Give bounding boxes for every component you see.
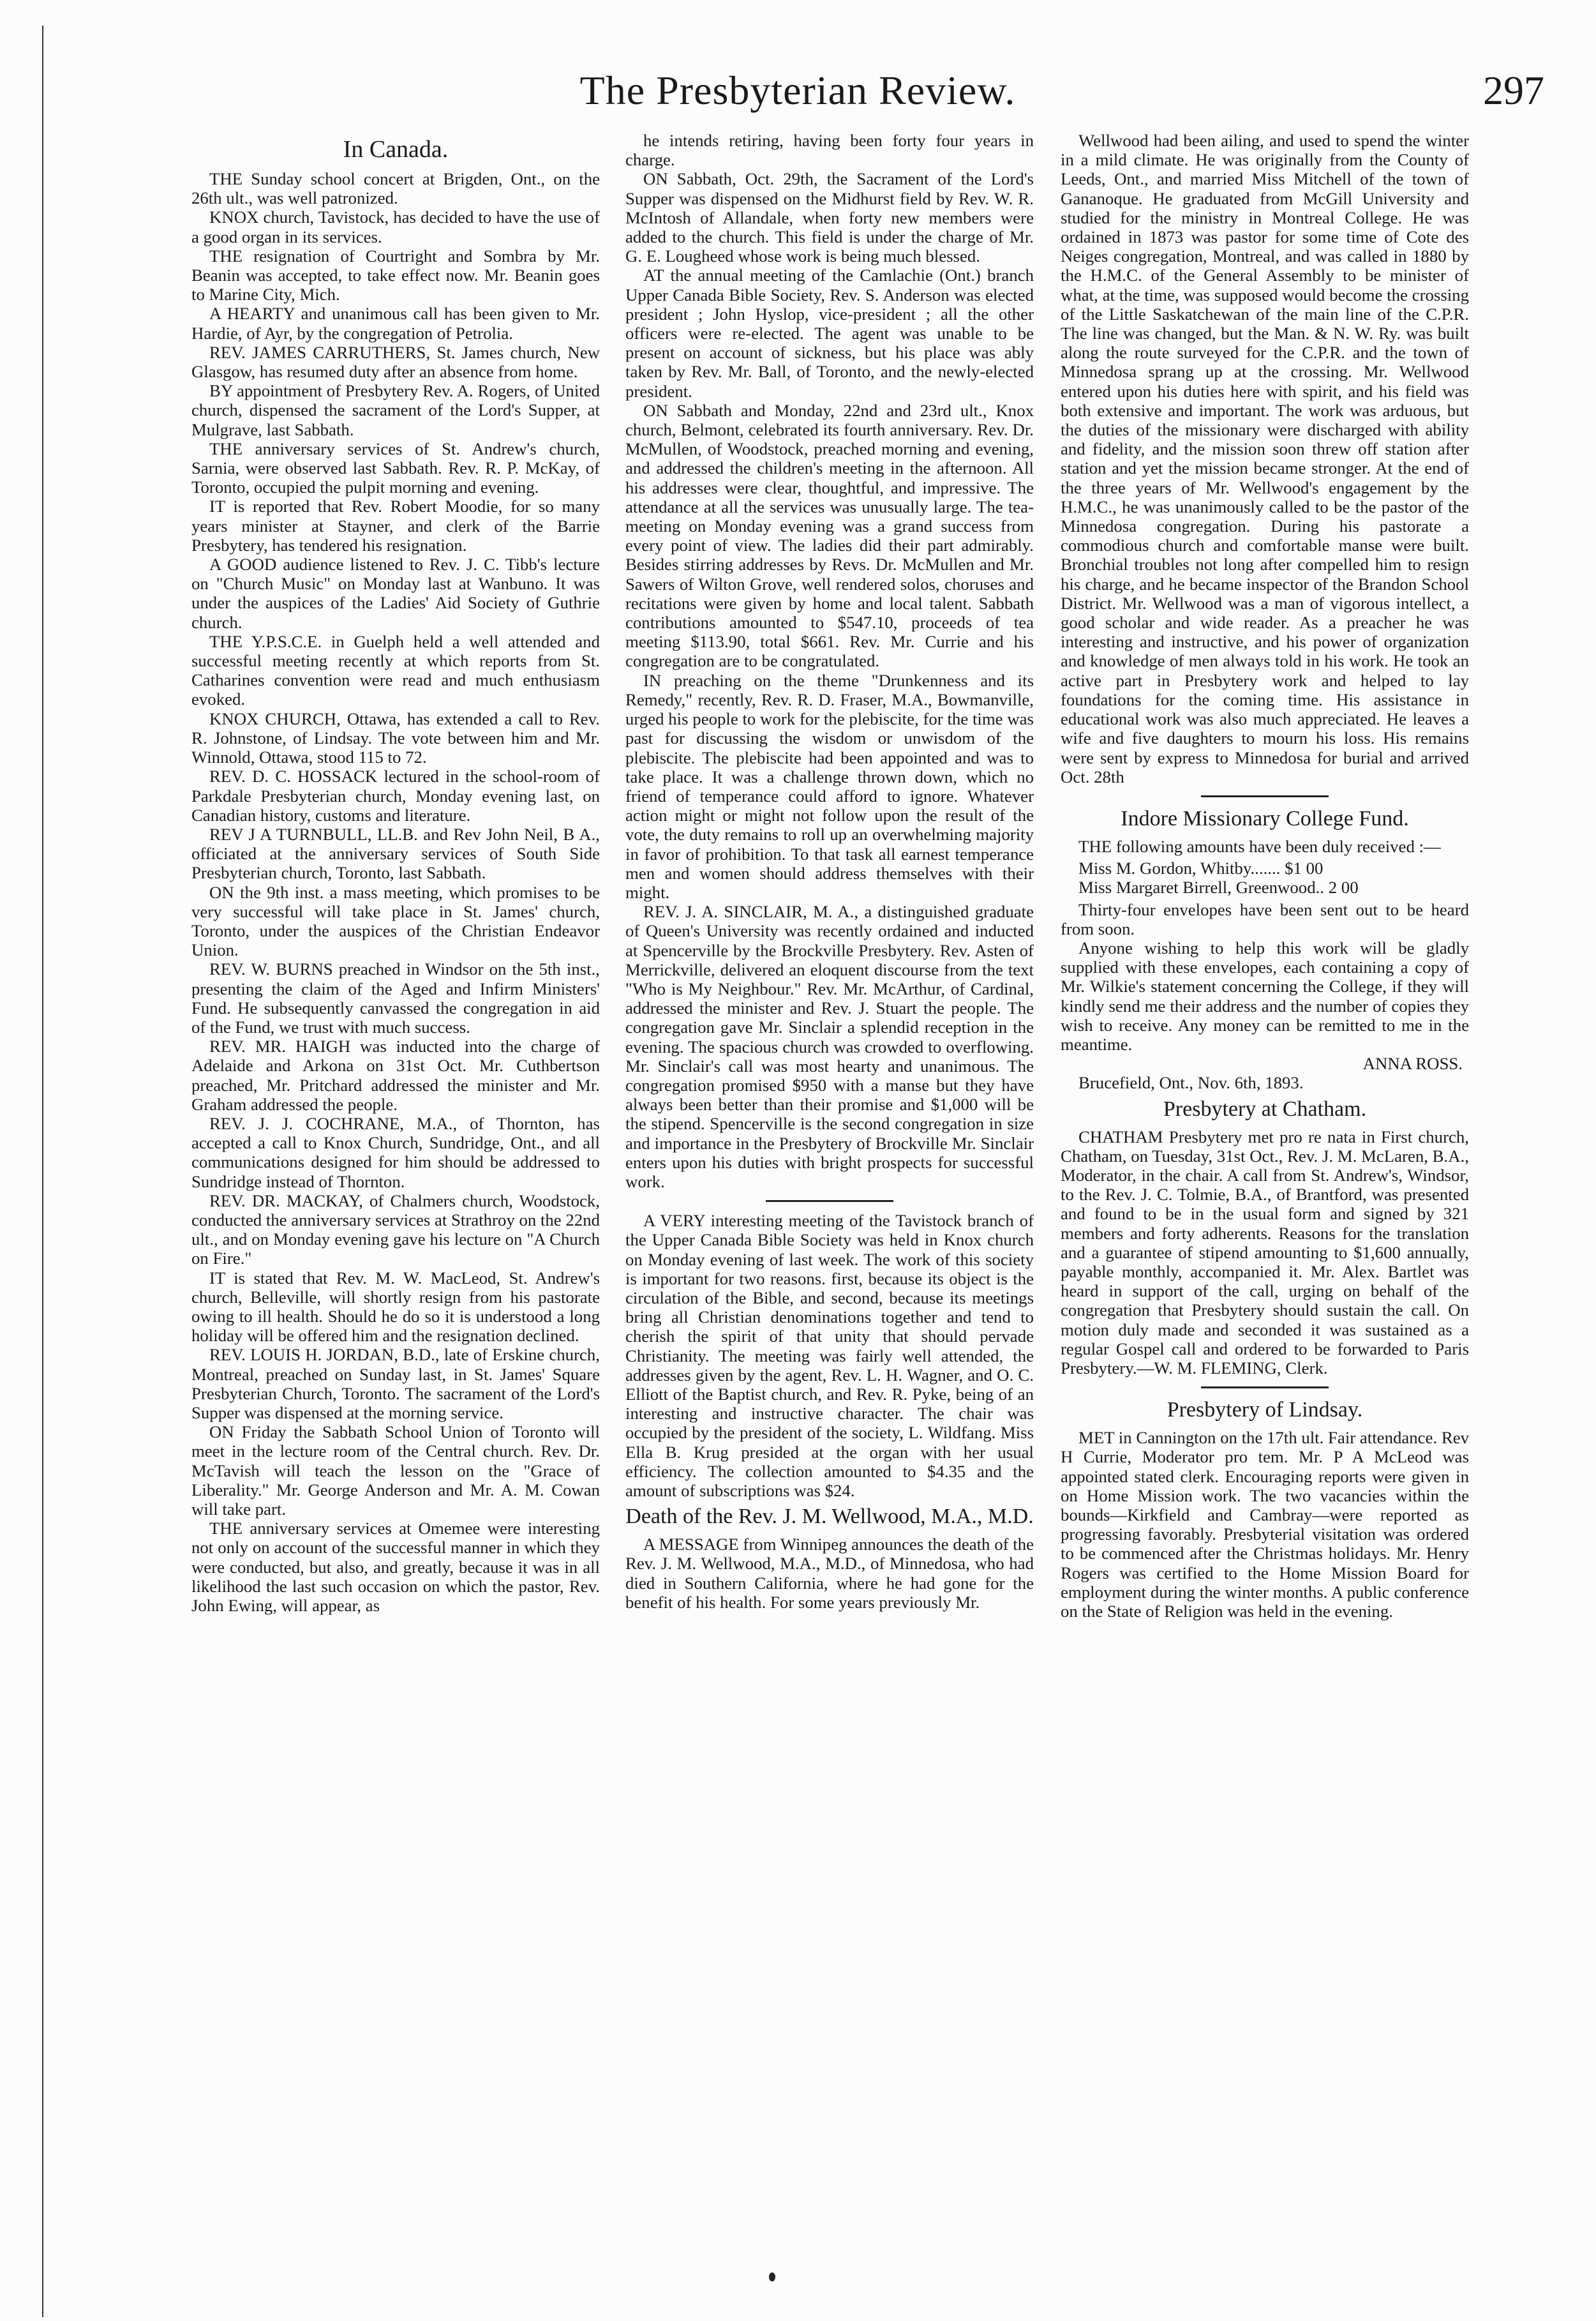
section-divider (766, 1200, 893, 1202)
section-title-death: Death of the Rev. J. M. Wellwood, M.A., M.D. (625, 1505, 1034, 1529)
paragraph: REV J A TURNBULL, LL.B. and Rev John Neil, B A., officiated at the anniversary services of South Side Presbyterian church, Toronto, last Sabbath. (191, 824, 600, 883)
section-title-indore-fund: Indore Missionary College Fund. (1121, 806, 1409, 830)
death-notice-paragraph: A MESSAGE from Winnipeg announces the death of the Rev. J. M. Wellwood, M.A., M.D., of Minnedosa, who had died in Southern California, where he had gone for the benefit of his health. For some years previously Mr. (625, 1535, 1034, 1612)
paragraph: REV. W. BURNS preached in Windsor on the 5th inst., presenting the claim of the Aged and Infirm Ministers' Fund. He subsequently canvassed the congregation in aid of the Fund, we trust with much success. (191, 959, 600, 1037)
column-2-news-items (625, 131, 1034, 1191)
paragraph: REV. DR. MACKAY, of Chalmers church, Woodstock, conducted the anniversary services at Strathroy on the 22nd ult., and on Monday evening gave his lecture on "A Church on Fire." (191, 1191, 600, 1268)
print-mark (769, 2272, 775, 2281)
paragraph: Wellwood had been ailing, and used to spend the winter in a mild climate. He was originally from the County of Leeds, Ont., and married Miss Mitchell of the town of Gananoque. He graduated from McGill University and studied for the ministry in Montreal College. He was ordained in 1873 was pastor for some time of Cote des Neiges congregation, Montreal, and was called in 1880 by the H.M.C. of the General Assembly to be minister of what, at the time, was supposed would become the crossing of the Little Saskatchewan of the main line of the C.P.R. The line was changed, but the Man. & N. W. Ry. was built along the route surveyed for the C.P.R. and the town of Minnedosa sprang up at the crossing. Mr. Wellwood entered upon his duties here with spirit, and his field was both extensive and important. The work was arduous, but the duties of the missionary were discharged with ability and fidelity, and the mission soon threw off station after station and yet the mission became stronger. At the end of the three years of Mr. Wellwood's engagement by the H.M.C., he was unanimously called to be the pastor of the Minnedosa congregation. During his pastorate a commodious church and comfortable manse were built. Bronchial troubles not long after compelled him to resign his charge, and he became inspector of the Brandon School District. Mr. Wellwood was a man of vigorous intellect, a good scholar and wide reader. As a preacher he was interesting and instructive, and his power of organization and knowledge of men always told in his work. He took an active part in Presbytery work and helped to lay foundations for the coming time. His assistance in educational work was also much appreciated. He leaves a wife and five daughters to mourn his loss. His remains were sent by express to Minnedosa for burial and arrived Oct. 28th (1061, 131, 1469, 786)
paragraph: IT is reported that Rev. Robert Moodie, for so many years minister at Stayner, and clerk of the Barrie Presbytery, has tendered his resignation. (191, 497, 600, 555)
lindsay-paragraph: MET in Cannington on the 17th ult. Fair attendance. Rev H Currie, Moderator pro tem. Mr. P A McLeod was appointed stated clerk. Encouraging reports were given in on Home Mission work. The two vacancies within the bounds—Kirkfield and Cambray—were reported as progressing favorably. Presbyterial visitation was ordered to be commenced after the Christmas holidays. Mr. Henry Rogers was certified to the Home Mission Board for employment during the winter months. A public conference on the State of Religion was held in the evening. (1061, 1428, 1469, 1621)
paragraph: he intends retiring, having been forty four years in charge. (625, 131, 1034, 170)
paragraph: REV. JAMES CARRUTHERS, St. James church, New Glasgow, has resumed duty after an absence from home. (191, 342, 600, 382)
column-2 (625, 131, 1034, 2180)
left-margin-line (42, 26, 43, 2317)
paragraph: AT the annual meeting of the Camlachie (Ont.) branch Upper Canada Bible Society, Rev. S. Anderson was elected president ; John Hyslop, vice-president ; all the other officers were re-elected. The agent was unable to be present on account of sickness, but his place was ably taken by Rev. Mr. Ball, of Toronto, and the newly-elected president. (625, 266, 1034, 401)
chatham-paragraph: CHATHAM Presbytery met pro re nata in First church, Chatham, on Tuesday, 31st Oct., Rev. J. M. McLaren, B.A., Moderator, in the chair. A call from St. Andrew's, Windsor, to the Rev. J. C. Tolmie, B.A., of Brantford, was presented and found to be in the usual form and signed by 321 members and forty adherents. Reasons for the translation and a guarantee of stipend amounting to $1,600 annually, payable monthly, accompanied it. Mr. Alex. Bartlet was heard in support of the call, urging on behalf of the congregation that Presbytery should sustain the call. On motion duly made and seconded it was sustained as a regular Gospel call and ordered to be forwarded to Paris Presbytery.—W. M. FLEMING, Clerk. (1061, 1127, 1469, 1378)
paragraph: IT is stated that Rev. M. W. MacLeod, St. Andrew's church, Belleville, will shortly resign from his pastorate owing to ill health. Should he do so it is understood a long holiday will be offered him and the resignation declined. (191, 1268, 600, 1346)
paragraph: IN preaching on the theme "Drunkenness and its Remedy," recently, Rev. R. D. Fraser, M.A., Bowmanville, urged his people to work for the plebiscite, for the time was past for discussing the wisdom or unwisdom of the plebiscite. The plebiscite had been appointed and was to take place. It was a challenge thrown down, which no friend of temperance could afford to ignore. Whatever action might or might not follow upon the result of the vote, the duty remains to roll up an overwhelming majority in favor of prohibition. To that task all earnest temperance men and women should address themselves with their might. (625, 670, 1034, 902)
page-number: 297 (1483, 68, 1544, 113)
paragraph: THE anniversary services of St. Andrew's church, Sarnia, were observed last Sabbath. Rev. R. P. McKay, of Toronto, occupied the pulpit morning and evening. (191, 439, 600, 497)
column-1 (191, 131, 600, 2180)
column-3 (1061, 131, 1469, 2180)
paragraph: REV. MR. HAIGH was inducted into the charge of Adelaide and Arkona on 31st Oct. Mr. Cuthbertson preached, Mr. Pritchard addressed the minister and Mr. Graham addressed the people. (191, 1037, 600, 1114)
paragraph: Thirty-four envelopes have been sent out to be heard from soon. (1061, 899, 1469, 938)
paragraph: THE resignation of Courtright and Sombra by Mr. Beanin was accepted, to take effect now. Mr. Beanin goes to Marine City, Mich. (191, 246, 600, 304)
paragraph: Anyone wishing to help this work will be gladly supplied with these envelopes, each containing a copy of Mr. Wilkie's statement concerning the College, if they will kindly send me their address and the number of copies they wish to receive. Any money can be remitted to me in the meantime. (1061, 938, 1469, 1054)
indore-place-date: Brucefield, Ont., Nov. 6th, 1893. (1078, 1073, 1304, 1093)
indore-intro: THE following amounts have been duly received :— (1078, 836, 1441, 856)
newspaper-title: The Presbyterian Review. (579, 68, 1016, 113)
paragraph: KNOX CHURCH, Ottawa, has extended a call to Rev. R. Johnstone, of Lindsay. The vote between him and Mr. Winnold, Ottawa, stood 115 to 72. (191, 709, 600, 767)
paragraph: THE Y.P.S.C.E. in Guelph held a well attended and successful meeting recently at which reports from St. Catharines convention were read and much enthusiasm evoked. (191, 631, 600, 709)
paragraph: ON Sabbath and Monday, 22nd and 23rd ult., Knox church, Belmont, celebrated its fourth anniversary. Rev. Dr. McMullen, of Woodstock, preached morning and evening, and addressed the children's meeting in the afternoon. All his addresses were clear, thoughtful, and impressive. The attendance at all the services was unusually large. The tea-meeting on Monday evening was a grand success from every point of view. The ladies did their part admirably. Besides stirring addresses by Revs. Dr. McMullen and Mr. Sawers of Wilton Grove, well rendered solos, choruses and recitations were given by home and local talent. Sabbath contributions amounted to $547.10, proceeds of tea meeting $113.90, total $661. Rev. Mr. Currie and his congregation are to be congratulated. (625, 400, 1034, 671)
paragraph: ON the 9th inst. a mass meeting, which promises to be very successful will take place in St. James' church, Toronto, under the auspices of the Christian Endeavor Union. (191, 882, 600, 960)
paragraph: THE Sunday school concert at Brigden, Ont., on the 26th ult., was well patronized. (191, 169, 600, 208)
paragraph: ON Sabbath, Oct. 29th, the Sacrament of the Lord's Supper was dispensed on the Midhurst field by Rev. W. R. McIntosh of Allandale, when forty new members were added to the church. This field is under the charge of Mr. G. E. Lougheed whose work is being much blessed. (625, 169, 1034, 266)
section-divider (1201, 1386, 1329, 1388)
column-3-obituary-continued (1061, 131, 1469, 786)
section-title-chatham: Presbytery at Chatham. (1163, 1097, 1367, 1121)
paragraph: BY appointment of Presbytery Rev. A. Rogers, of United church, dispensed the sacrament of the Lord's Supper, at Mulgrave, last Sabbath. (191, 381, 600, 439)
paragraph: REV. J. A. SINCLAIR, M. A., a distinguished graduate of Queen's University was recently ordained and inducted at Spencerville by the Brockville Presbytery. Rev. Asten of Merrickville, delivered an eloquent discourse from the text "Who is My Neighbour." Rev. Mr. McArthur, of Cardinal, addressed the minister and Rev. J. Stuart the people. The congregation gave Mr. Sinclair a splendid reception in the evening. The spacious church was crowded to overflowing. Mr. Sinclair's call was most hearty and unanimous. The congregation promised $950 with a manse but they have always been better than their promise and $1,000 will be the stipend. Spencerville is the second congregation in size and importance in the Presbytery of Brockville Mr. Sinclair enters upon his duties with bright prospects for successful work. (625, 902, 1034, 1191)
paragraph: KNOX church, Tavistock, has decided to have the use of a good organ in its services. (191, 207, 600, 246)
paragraph: ON Friday the Sabbath School Union of Toronto will meet in the lecture room of the Central church. Rev. Dr. McTavish will teach the lesson on the "Grace of Liberality." Mr. George Anderson and Mr. A. M. Cowan will take part. (191, 1422, 600, 1519)
paragraph: REV. LOUIS H. JORDAN, B.D., late of Erskine church, Montreal, preached on Sunday last, in St. James' Square Presbyterian Church, Toronto. The sacrament of the Lord's Supper was dispensed at the morning service. (191, 1345, 600, 1422)
section-divider (1201, 795, 1329, 797)
donation-entry: Miss Margaret Birrell, Greenwood.. 2 00 (1078, 878, 1359, 898)
paragraph: REV. D. C. HOSSACK lectured in the school-room of Parkdale Presbyterian church, Monday evening last, on Canadian history, customs and literature. (191, 767, 600, 825)
article-columns (191, 131, 1500, 2180)
paragraph: A VERY interesting meeting of the Tavistock branch of the Upper Canada Bible Society was held in Knox church on Monday evening of last week. The work of this society is important for two reasons. first, because its object is the circulation of the Bible, and second, because its meetings bring all Christian denominations together and tend to cherish the spirit of that unity that should pervade Christianity. The meeting was fairly well attended, the addresses given by the agent, Rev. L. H. Wagner, and O. C. Elliott of the Baptist church, and Rev. R. Pyke, being of an interesting and instructive character. The chair was occupied by the president of the society, L. Wildfang. Miss Ella B. Krug presided at the organ with her usual efficiency. The collection amounted to $4.35 and the amount of subscriptions was $24. (625, 1211, 1034, 1501)
column-2-bible-society-item (625, 1211, 1034, 1500)
section-title-in-canada: In Canada. (343, 136, 449, 163)
paragraph: A GOOD audience listened to Rev. J. C. Tibb's lecture on "Church Music" on Monday last at Wanbuno. It was under the auspices of the Ladies' Aid Society of Guthrie church. (191, 555, 600, 632)
paragraph: A HEARTY and unanimous call has been given to Mr. Hardie, of Ayr, by the congregation of Petrolia. (191, 304, 600, 343)
section-title-lindsay: Presbytery of Lindsay. (1167, 1398, 1363, 1422)
column-1-paragraphs (191, 169, 600, 1615)
indore-paragraphs (1061, 900, 1469, 1055)
paragraph: THE anniversary services at Omemee were interesting not only on account of the successful manner in which they were conducted, but also, and greatly, because it was in all likelihood the last such occasion on which the pastor, Rev. John Ewing, will appear, as (191, 1519, 600, 1616)
indore-donations-list (1061, 859, 1469, 897)
donation-entry: Miss M. Gordon, Whitby....... $1 00 (1078, 859, 1324, 878)
indore-signature: ANNA ROSS. (1362, 1054, 1463, 1074)
masthead (51, 67, 1544, 128)
paragraph: REV. J. J. COCHRANE, M.A., of Thornton, has accepted a call to Knox Church, Sundridge, Ont., and all communications designed for him should be addressed to Sundridge instead of Thornton. (191, 1113, 600, 1191)
